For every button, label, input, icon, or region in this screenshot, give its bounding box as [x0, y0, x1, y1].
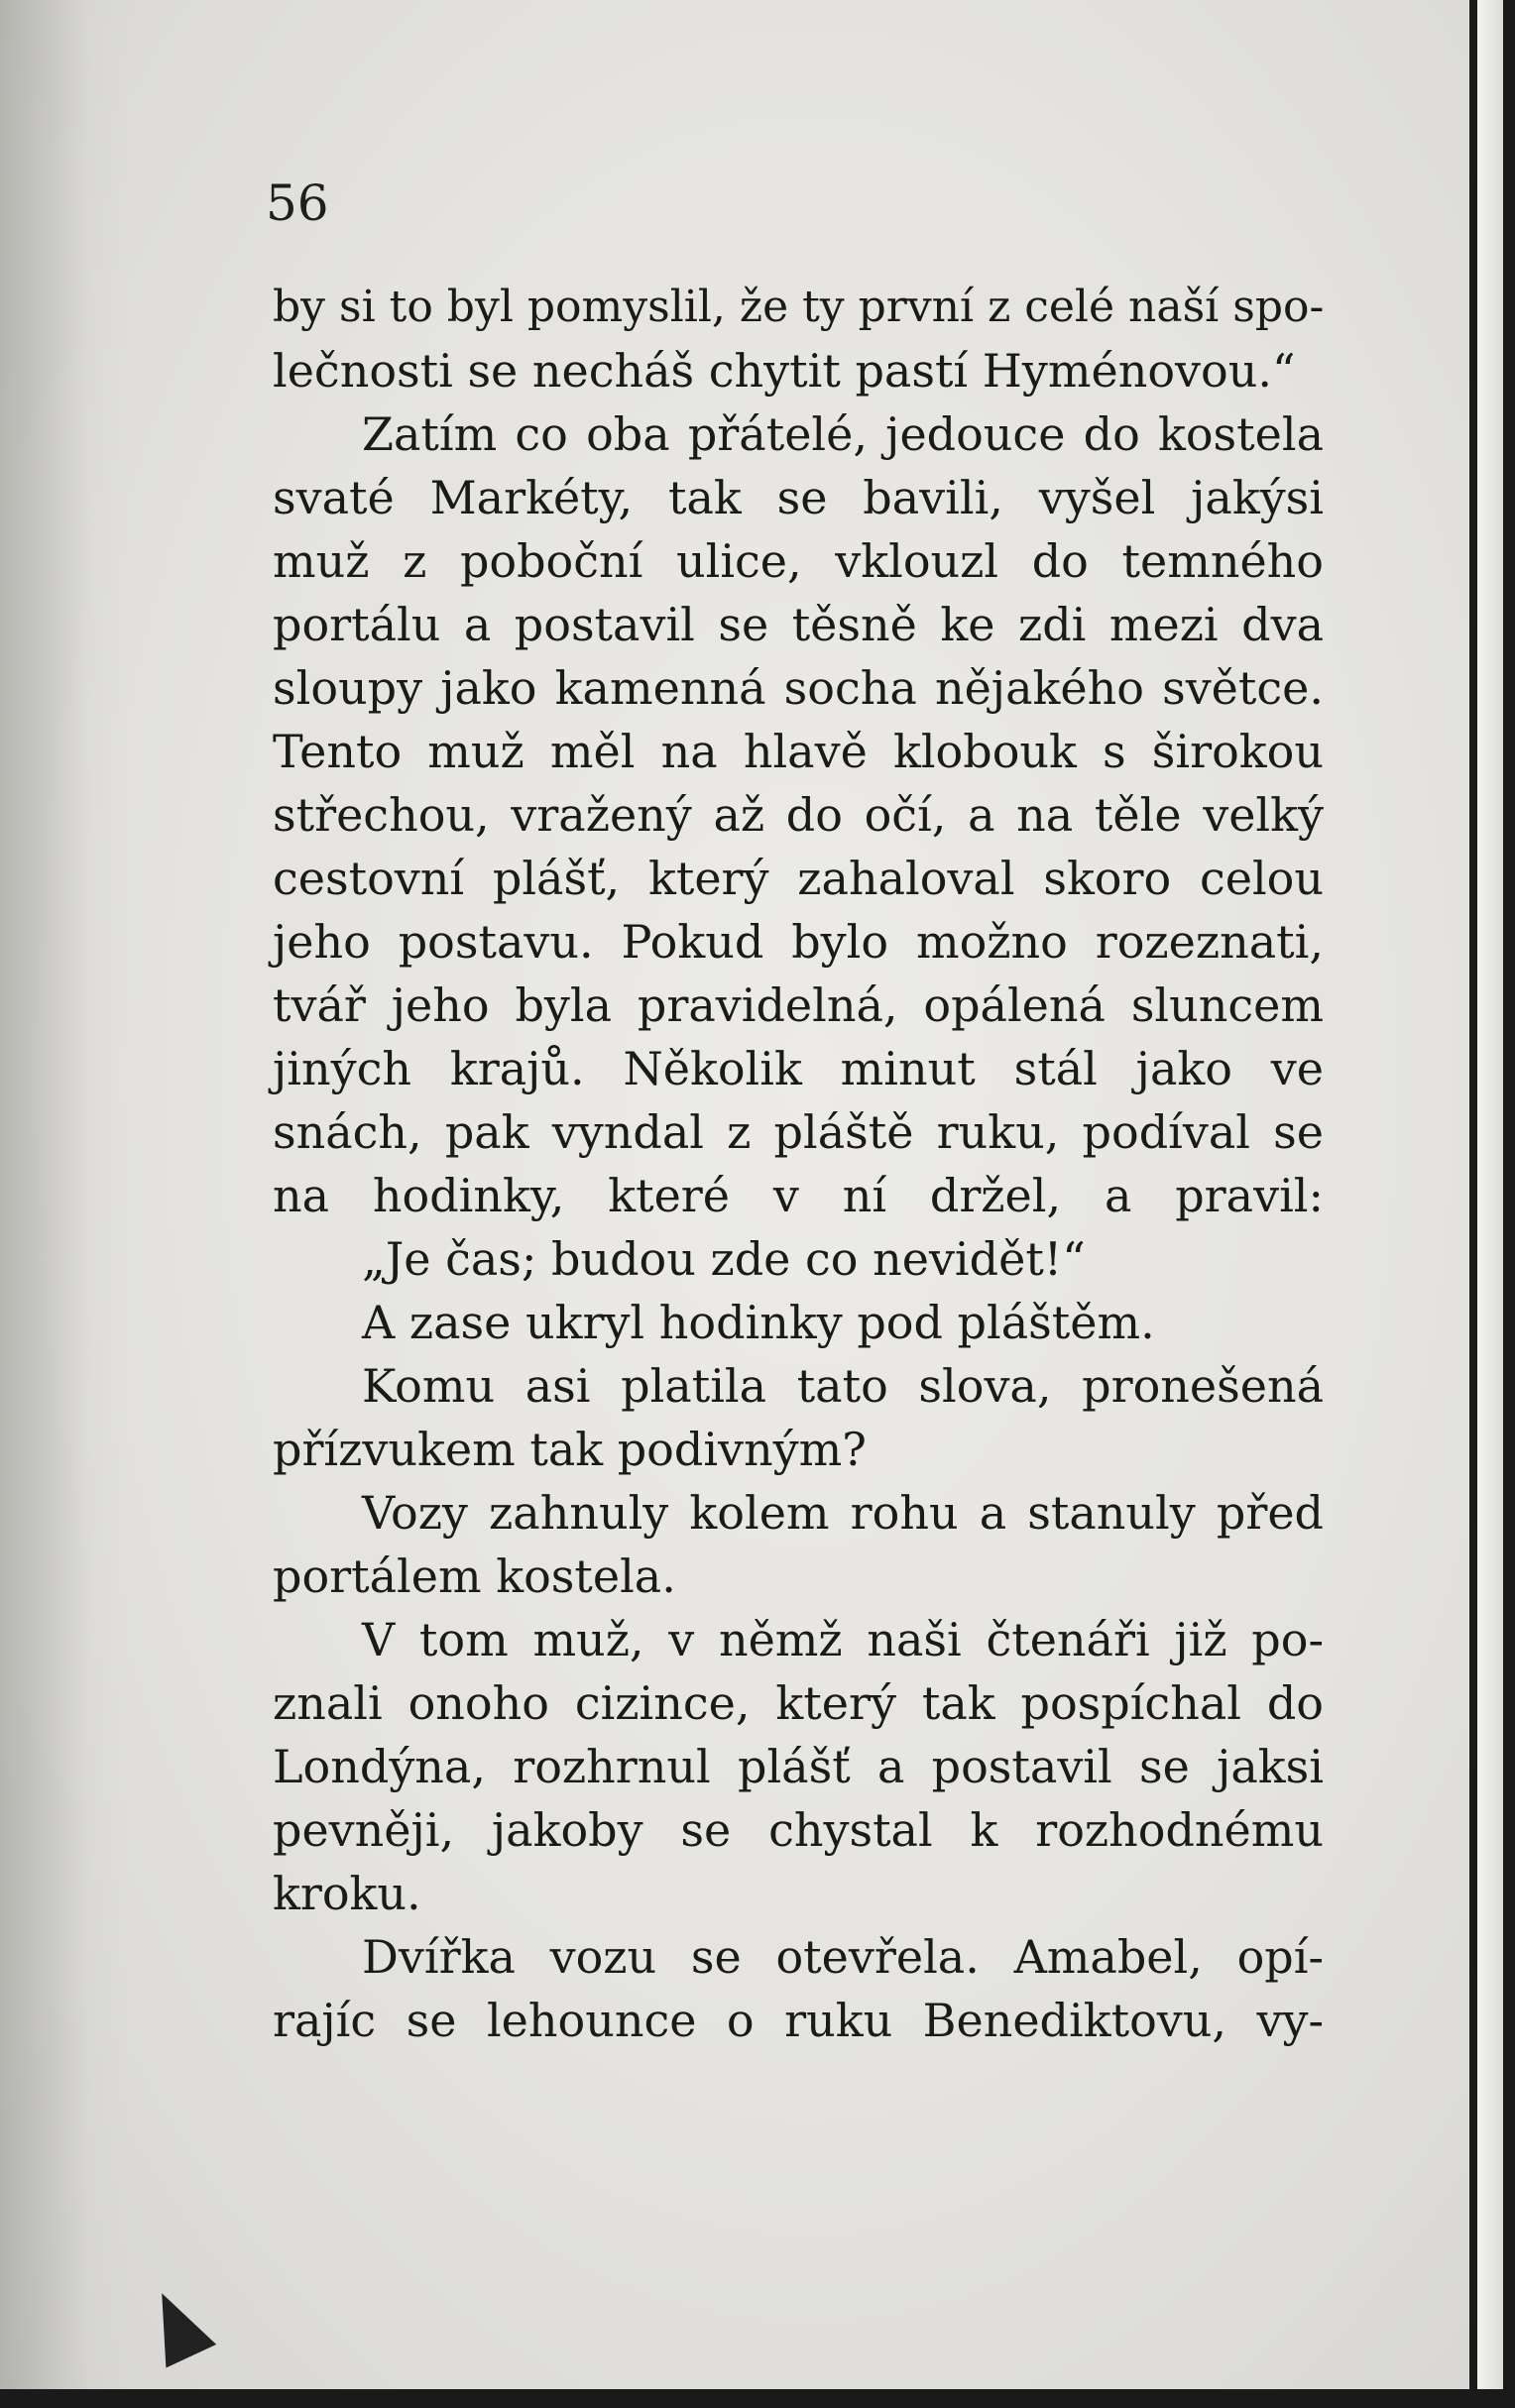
text-line: jeho postavu. Pokud bylo možno rozeznati, — [273, 915, 1324, 969]
text-line: jiných krajů. Několik minut stál jako ve — [273, 1042, 1324, 1095]
scan-border-bottom — [0, 2389, 1515, 2408]
text-line: přízvukem tak podivným? — [273, 1423, 867, 1476]
text-line: snách, pak vyndal z pláště ruku, podíval se — [273, 1105, 1324, 1159]
text-line: Vozy zahnuly kolem rohu a stanuly před — [362, 1486, 1324, 1540]
page-number: 56 — [266, 174, 329, 232]
text-line: Dvířka vozu se otevřela. Amabel, opí- — [362, 1930, 1324, 1984]
text-line: by si to byl pomyslil, že ty první z celé naší spo- — [273, 282, 1325, 332]
text-line: kroku. — [273, 1867, 421, 1920]
text-line: portálem kostela. — [273, 1549, 676, 1603]
text-line: V tom muž, v němž naši čtenáři již po- — [362, 1613, 1324, 1666]
text-line: lečnosti se necháš chytit pastí Hyménovou.“ — [273, 344, 1296, 398]
text-line: rajíc se lehounce o ruku Benediktovu, vy- — [273, 1994, 1324, 2047]
text-line: na hodinky, které v ní držel, a pravil: — [273, 1169, 1324, 1222]
text-line: Zatím co oba přátelé, jedouce do kostela — [362, 407, 1324, 461]
text-line: A zase ukryl hodinky pod pláštěm. — [362, 1296, 1155, 1349]
text-line: portálu a postavil se těsně ke zdi mezi dva — [273, 598, 1324, 651]
page-edge — [1477, 0, 1503, 2389]
text-line: Komu asi platila tato slova, pronešená — [362, 1359, 1324, 1413]
scan-artifact — [137, 2281, 216, 2367]
text-line: znali onoho cizince, který tak pospíchal do — [273, 1676, 1324, 1730]
text-line: Londýna, rozhrnul plášť a postavil se jaksi — [273, 1740, 1324, 1793]
text-line: muž z poboční ulice, vklouzl do temného — [273, 534, 1324, 588]
binding-shadow — [0, 0, 129, 2389]
text-line: střechou, vražený až do očí, a na těle velký — [273, 788, 1324, 842]
text-line: svaté Markéty, tak se bavili, vyšel jakýsi — [273, 471, 1324, 524]
text-line: sloupy jako kamenná socha nějakého světce. — [273, 661, 1324, 715]
text-line: pevněji, jakoby se chystal k rozhodnému — [273, 1803, 1324, 1857]
text-line: „Je čas; budou zde co nevidět!“ — [362, 1232, 1086, 1286]
text-line: tvář jeho byla pravidelná, opálená sluncem — [273, 978, 1324, 1032]
text-line: Tento muž měl na hlavě klobouk s širokou — [273, 725, 1324, 778]
text-line: cestovní plášť, který zahaloval skoro celou — [273, 852, 1324, 905]
